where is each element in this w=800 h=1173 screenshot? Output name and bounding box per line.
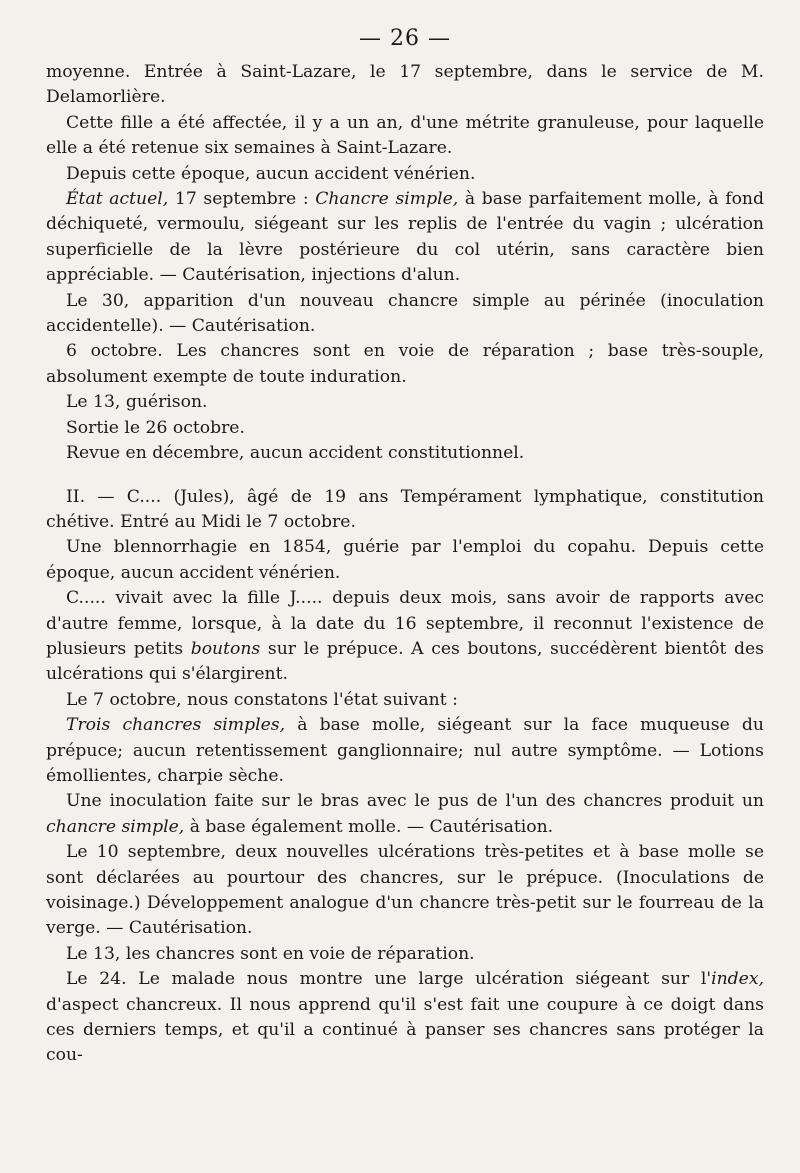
italic-text: Trois chancres simples,: [66, 715, 286, 736]
paragraph: [46, 840, 764, 942]
paragraph-text: 6 octobre. Les chancres sont en voie de réparation ; base très-souple, absolument exempte de toute induration.: [46, 341, 764, 387]
paragraph-text: à base également molle. — Cautérisation.: [184, 816, 554, 837]
paragraph: [46, 586, 764, 688]
paragraph: [46, 162, 764, 187]
paragraph-text: sur le prépuce. A ces boutons, succédèrent bientôt des ulcérations qui s'élargirent.: [46, 638, 764, 685]
paragraph: [46, 390, 764, 415]
paragraph: [46, 713, 764, 789]
paragraph: [46, 416, 764, 441]
paragraph-text: Revue en décembre, aucun accident constitutionnel.: [66, 443, 525, 464]
paragraph: [46, 289, 764, 340]
paragraph-text: Cette fille a été affectée, il y a un an, d'une métrite granuleuse, pour laquelle elle a été retenue six semaines à Saint-Lazare.: [46, 112, 764, 159]
paragraph-text: d'aspect chancreux. Il nous apprend qu'il s'est fait une coupure à ce doigt dans ces derniers temps, et qu'il a continué à panser ses chancres sans protéger la cou-: [46, 994, 764, 1066]
paragraph-text: Depuis cette époque, aucun accident vénérien.: [66, 163, 476, 184]
paragraph: [46, 535, 764, 586]
paragraph: [46, 441, 764, 466]
paragraph-text: 17 septembre :: [168, 189, 316, 210]
paragraph: [46, 688, 764, 713]
italic-text: boutons: [190, 638, 261, 659]
paragraph-text: à base parfaitement molle, à fond déchiqueté, vermoulu, siégeant sur les replis de l'entrée du vagin ; ulcération superficielle de la lèvre postérieure du col utérin, sans caractère bien appréciable. — Cautérisation, injections d'alun.: [46, 189, 764, 286]
paragraph-text: Le 13, guérison.: [66, 392, 208, 413]
paragraph: [46, 967, 764, 1069]
paragraph-text: Sortie le 26 octobre.: [66, 417, 245, 438]
document-body: [46, 60, 764, 1069]
paragraph: [46, 789, 764, 840]
paragraph-text: II. — C.... (Jules), âgé de 19 ans Tempérament lymphatique, constitution chétive. Entré au Midi le 7 octobre.: [46, 486, 764, 532]
paragraph-text: Le 24. Le malade nous montre une large ulcération siégeant sur l': [66, 969, 712, 990]
italic-text: Chancre simple,: [315, 189, 459, 210]
paragraph-text: Le 10 septembre, deux nouvelles ulcérations très-petites et à base molle se sont déclarées au pourtour des chancres, sur le prépuce. (Inoculations de voisinage.) Développement analogue d'un chancre très-petit sur le fourreau de la verge. — Cautérisation.: [46, 842, 764, 939]
paragraph: [46, 942, 764, 967]
paragraph: [46, 60, 764, 111]
paragraph-text: à base molle, siégeant sur la face muqueuse du prépuce; aucun retentissement ganglionnaire; nul autre symptôme. — Lotions émollientes, charpie sèche.: [46, 715, 764, 786]
case-heading-paragraph: [46, 485, 764, 536]
paragraph-text: C..... vivait avec la fille J..... depuis deux mois, sans avoir de rapports avec d'autre femme, lorsque, à la date du 16 septembre, il reconnut l'existence de plusieurs petits: [46, 588, 764, 659]
paragraph-text: Le 13, les chancres sont en voie de réparation.: [66, 943, 475, 964]
paragraph: [46, 111, 764, 162]
paragraph-text: Le 7 octobre, nous constatons l'état suivant :: [66, 689, 458, 710]
paragraph-text: Une blennorrhagie en 1854, guérie par l'emploi du copahu. Depuis cette époque, aucun accident vénérien.: [46, 537, 764, 583]
page-number: — 26 —: [359, 26, 451, 51]
italic-text: chancre simple,: [46, 816, 185, 837]
italic-text: État actuel,: [66, 189, 169, 210]
paragraph: [46, 339, 764, 390]
italic-text: index,: [711, 969, 764, 990]
paragraph: [46, 187, 764, 289]
paragraph-text: moyenne. Entrée à Saint-Lazare, le 17 septembre, dans le service de M. Delamorlière.: [46, 62, 764, 108]
paragraph-text: Le 30, apparition d'un nouveau chancre simple au périnée (inoculation accidentelle). — Cautérisation.: [46, 290, 764, 337]
paragraph-text: Une inoculation faite sur le bras avec le pus de l'un des chancres produit un: [66, 791, 764, 812]
